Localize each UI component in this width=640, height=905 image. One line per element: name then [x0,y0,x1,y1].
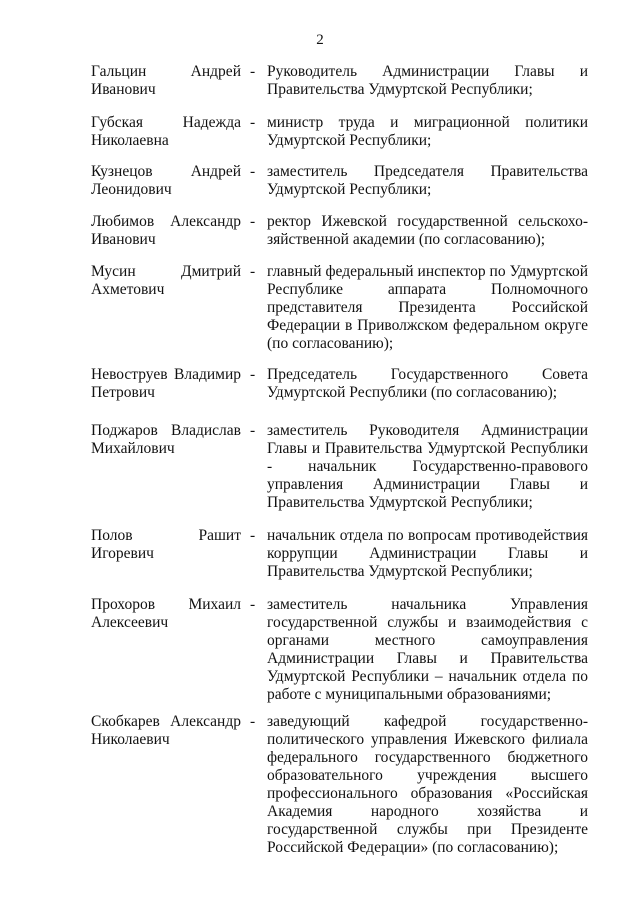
dash: - [250,163,256,180]
member-position: Председатель Государственного Совета Удмуртской Республики (по согласованию); [267,366,588,401]
member-position: заместитель начальника Управления государственной службы и взаимодействия с органами местного самоуправления Администрации Главы и Правительства Удмуртской Республики – начальник отдела по работе с муниципальными образованиями; [267,596,588,703]
member-name [91,713,241,749]
member-position: главный федеральный инспектор по Удмуртской Республике аппарата Полномочного представителя Президента Российской Федерации в Приволжском федеральном округе (по согласованию); [267,263,588,352]
member-name-line2: Николаевич [91,731,170,748]
member-name-line1: Полов Рашит [91,527,241,544]
member-name [91,527,241,563]
member-name-line2: Иванович [91,231,156,248]
page-number: 2 [316,32,324,48]
dash: - [250,263,256,280]
member-name-line1: Прохоров Михаил [91,596,241,613]
dash: - [250,63,256,80]
member-name [91,263,241,299]
member-name-line1: Любимов Александр [91,213,241,230]
member-name-line1: Скобкарев Александр [91,713,241,730]
member-name [91,596,241,632]
member-name-line2: Михайлович [91,440,175,457]
member-name-line1: Мусин Дмитрий [91,263,241,280]
dash: - [250,366,256,383]
member-name-line1: Гальцин Андрей [91,63,241,80]
member-position: заведующий кафедрой государственно-политического управления Ижевского филиала федерального государственного бюджетного образовательного учреждения высшего профессионального образования «Российская Академия народного хозяйства и государственной службы при Президенте Российской Федерации» (по согласованию); [267,713,588,856]
member-name-line1: Губская Надежда [91,114,241,131]
member-position: заместитель Председателя Правительства Удмуртской Республики; [267,163,588,198]
member-name-line2: Николаевна [91,132,169,149]
dash: - [250,527,256,544]
dash: - [250,213,256,230]
member-name-line2: Ахметович [91,281,165,298]
member-name-line2: Игоревич [91,545,154,562]
member-position: ректор Ижевской государственной сельскохо-зяйственной академии (по согласованию); [267,213,588,248]
dash: - [250,713,256,730]
member-name-line1: Кузнецов Андрей [91,163,241,180]
member-name [91,422,241,458]
member-name [91,163,241,199]
member-name-line1: Невоструев Владимир [91,366,241,383]
dash: - [250,422,256,439]
dash: - [250,114,256,131]
member-position: министр труда и миграционной политики Удмуртской Республики; [267,114,588,149]
member-position: начальник отдела по вопросам противодействия коррупции Администрации Главы и Правительства Удмуртской Республики; [267,527,588,580]
dash: - [250,596,256,613]
member-name [91,213,241,249]
member-name-line2: Иванович [91,81,156,98]
member-position: заместитель Руководителя Администрации Главы и Правительства Удмуртской Республики - начальник Государственно-правового управления Администрации Главы и Правительства Удмуртской Республики; [267,422,588,511]
member-name [91,114,241,150]
member-name-line2: Леонидович [91,181,172,198]
member-name-line2: Петрович [91,384,155,401]
member-name [91,366,241,402]
member-name-line1: Поджаров Владислав [91,422,241,439]
member-name-line2: Алексеевич [91,614,169,631]
member-position: Руководитель Администрации Главы и Правительства Удмуртской Республики; [267,63,588,98]
member-name [91,63,241,99]
